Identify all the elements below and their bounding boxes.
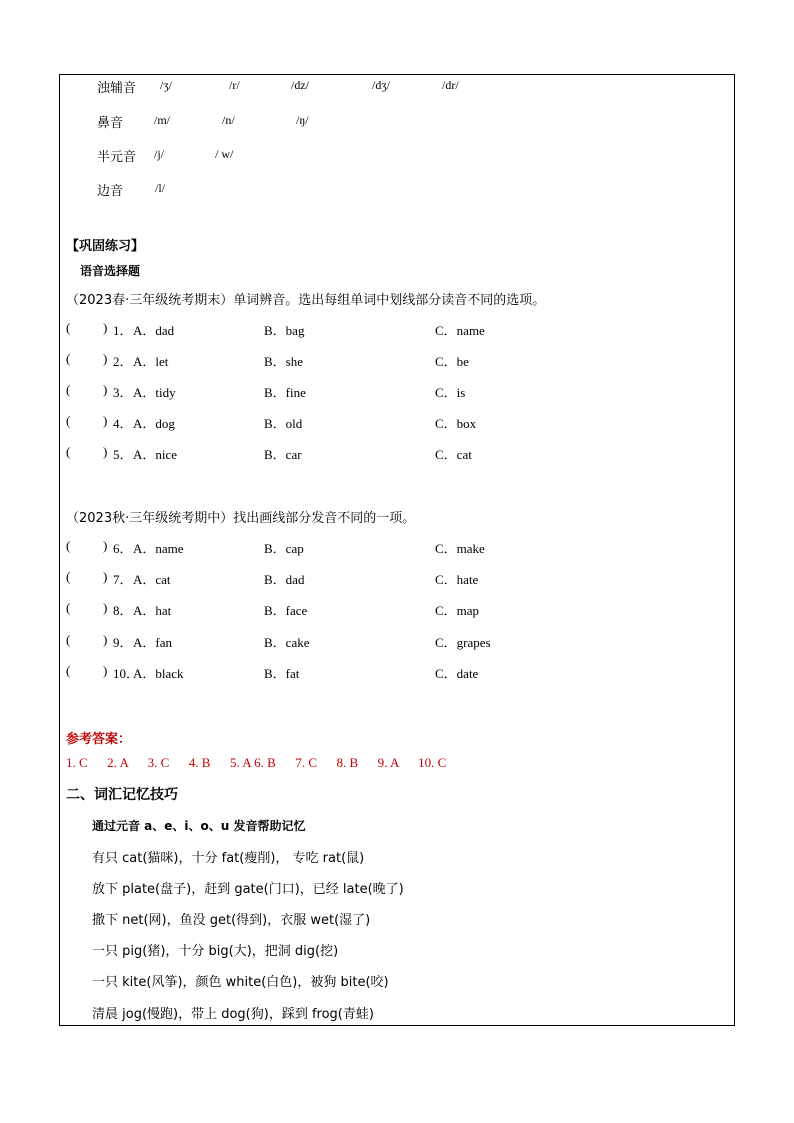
answer-blank-close: ) — [103, 538, 108, 553]
answer-blank-open: ( — [66, 538, 71, 553]
phoneme: /dr/ — [442, 78, 459, 92]
answer-blank-close: ) — [103, 569, 108, 584]
option-a: A．name — [133, 541, 184, 556]
phoneme: /l/ — [155, 181, 166, 195]
option-c: C．is — [435, 385, 466, 400]
phoneme: /r/ — [229, 78, 240, 92]
answer-blank-open: ( — [66, 600, 71, 615]
vocab-subheading: 通过元音 a、e、i、o、u 发音帮助记忆 — [92, 819, 306, 833]
mnemonic-line: 撒下 net(网)，鱼没 get(得到)，衣服 wet(湿了) — [92, 913, 371, 928]
option-a: A．fan — [133, 635, 172, 650]
practice-heading: 【巩固练习】 — [66, 239, 145, 254]
option-c: C．hate — [435, 572, 479, 587]
answer-blank-close: ) — [103, 600, 108, 615]
mnemonic-line: 有只 cat(猫咪)，十分 fat(瘦削)， 专吃 rat(鼠) — [92, 851, 365, 866]
consonant-label: 浊辅音 — [97, 81, 137, 96]
phoneme: /m/ — [154, 113, 171, 127]
option-b: B．old — [264, 416, 303, 431]
consonant-label: 鼻音 — [97, 116, 124, 131]
option-b: B．cap — [264, 541, 304, 556]
answer-blank-open: ( — [66, 382, 71, 397]
question-number: 10． — [113, 666, 140, 681]
phoneme: /n/ — [222, 113, 235, 127]
option-b: B．bag — [264, 323, 305, 338]
option-b: B．car — [264, 447, 302, 462]
option-a: A．dog — [133, 416, 175, 431]
answer-blank-open: ( — [66, 351, 71, 366]
option-c: C．date — [435, 666, 479, 681]
answer-blank-open: ( — [66, 320, 71, 335]
answers-line: 1. C 2. A 3. C 4. B 5. A 6. B 7. C 8. B 9. A 10. C — [66, 755, 447, 770]
answer-blank-open: ( — [66, 632, 71, 647]
question-number: 1． — [113, 323, 133, 338]
answer-blank-close: ) — [103, 444, 108, 459]
consonant-label: 半元音 — [97, 150, 137, 165]
option-b: B．dad — [264, 572, 305, 587]
mnemonic-line: 一只 pig(猪)，十分 big(大)，把洞 dig(挖) — [92, 944, 339, 959]
option-a: A．dad — [133, 323, 175, 338]
phoneme: /j/ — [154, 147, 165, 161]
question-number: 2． — [113, 354, 133, 369]
question-number: 5． — [113, 447, 133, 462]
option-b: B．fat — [264, 666, 300, 681]
option-c: C．box — [435, 416, 477, 431]
question-number: 8． — [113, 603, 133, 618]
option-c: C．make — [435, 541, 485, 556]
section-instruction: （2023春·三年级统考期末）单词辨音。选出每组单词中划线部分读音不同的选项。 — [66, 293, 546, 308]
option-a: A．black — [133, 666, 184, 681]
option-c: C．map — [435, 603, 480, 618]
answer-blank-open: ( — [66, 444, 71, 459]
phoneme: /dʒ/ — [372, 78, 390, 92]
option-b: B．fine — [264, 385, 306, 400]
phoneme: /dz/ — [291, 78, 309, 92]
option-a: A．let — [133, 354, 169, 369]
answer-blank-open: ( — [66, 569, 71, 584]
phoneme: /ʒ/ — [160, 78, 172, 92]
mnemonic-line: 放下 plate(盘子)，赶到 gate(门口)，已经 late(晚了) — [92, 882, 404, 897]
option-c: C．be — [435, 354, 469, 369]
option-a: A．tidy — [133, 385, 176, 400]
option-b: B．she — [264, 354, 304, 369]
question-number: 6． — [113, 541, 133, 556]
mnemonic-line: 清晨 jog(慢跑)，带上 dog(狗)，踩到 frog(青蛙) — [92, 1007, 374, 1022]
practice-subheading: 语音选择题 — [80, 264, 141, 278]
consonant-label: 边音 — [97, 184, 124, 199]
section-instruction: （2023秋·三年级统考期中）找出画线部分发音不同的一项。 — [66, 511, 416, 526]
option-c: C．grapes — [435, 635, 491, 650]
option-c: C．name — [435, 323, 485, 338]
question-number: 4． — [113, 416, 133, 431]
option-b: B．cake — [264, 635, 310, 650]
option-a: A．hat — [133, 603, 172, 618]
answer-blank-open: ( — [66, 663, 71, 678]
option-a: A．nice — [133, 447, 178, 462]
phoneme: /ŋ/ — [296, 113, 309, 127]
answer-blank-close: ) — [103, 413, 108, 428]
option-c: C．cat — [435, 447, 472, 462]
answer-blank-open: ( — [66, 413, 71, 428]
question-number: 9． — [113, 635, 133, 650]
answer-blank-close: ) — [103, 382, 108, 397]
phoneme: / w/ — [215, 147, 234, 161]
answer-blank-close: ) — [103, 320, 108, 335]
question-number: 3． — [113, 385, 133, 400]
question-number: 7． — [113, 572, 133, 587]
answer-blank-close: ) — [103, 663, 108, 678]
answer-blank-close: ) — [103, 632, 108, 647]
option-a: A．cat — [133, 572, 171, 587]
answers-heading: 参考答案： — [66, 732, 132, 747]
option-b: B．face — [264, 603, 308, 618]
answer-blank-close: ) — [103, 351, 108, 366]
mnemonic-line: 一只 kite(风筝)，颜色 white(白色)，被狗 bite(咬) — [92, 975, 389, 990]
vocab-heading: 二、词汇记忆技巧 — [66, 787, 178, 803]
